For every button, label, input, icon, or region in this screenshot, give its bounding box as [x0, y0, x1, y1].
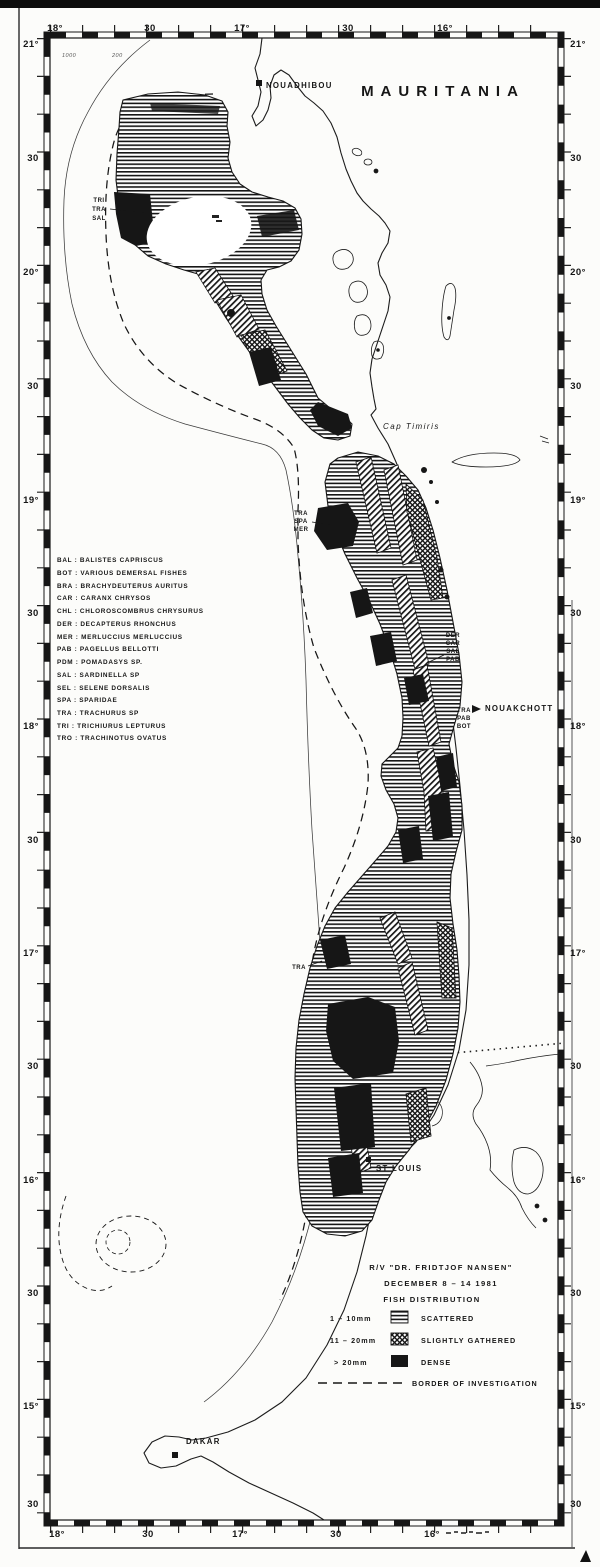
annotation-line: PAB — [457, 716, 471, 722]
axis-label: 30 — [27, 1499, 39, 1510]
species-entry: SAL : SARDINELLA SP — [57, 672, 140, 679]
axis-label: 30 — [144, 23, 156, 34]
species-entry: SPA : SPARIDAE — [57, 697, 118, 704]
axis-label: 18° — [23, 721, 39, 732]
annotation-line: TRI — [93, 198, 105, 204]
legend-swatch-dense — [391, 1355, 408, 1367]
dashed-feature-arc — [59, 1196, 112, 1291]
species-entry: CHL : CHLOROSCOMBRUS CHRYSURUS — [57, 608, 204, 615]
legend-size-3: > 20mm — [334, 1358, 368, 1367]
legend-size-2: 11 – 20mm — [330, 1336, 377, 1345]
axis-label: 18° — [47, 23, 63, 34]
city-marker-nouadhibou — [256, 80, 262, 86]
species-entry: TRI : TRICHIURUS LEPTURUS — [57, 723, 167, 730]
axis-label: 19° — [570, 495, 586, 506]
species-entry: BOT : VARIOUS DEMERSAL FISHES — [57, 570, 188, 577]
inland-lake — [452, 436, 549, 467]
axis-label: 30 — [570, 1061, 582, 1072]
axis-label: 16° — [437, 23, 453, 34]
axis-label: 17° — [23, 948, 39, 959]
species-entry: CAR : CARANX CHRYSOS — [57, 595, 152, 602]
legend-label-scattered: SCATTERED — [421, 1314, 475, 1323]
annotation-line: PAB — [446, 657, 460, 663]
survey-legend — [318, 1263, 538, 1388]
annotation-line: TRA — [292, 965, 306, 971]
species-entry: MER : MERLUCCIUS MERLUCCIUS — [57, 634, 183, 641]
axis-label: 30 — [570, 608, 582, 619]
dense-patch — [227, 309, 235, 317]
axis-label: 18° — [49, 1529, 65, 1540]
annotation-line: SAL — [446, 649, 460, 655]
axis-label: 30 — [330, 1529, 342, 1540]
axis-label: 30 — [570, 835, 582, 846]
species-entry: BAL : BALISTES CAPRISCUS — [57, 557, 164, 564]
legend-label-border: BORDER OF INVESTIGATION — [412, 1379, 538, 1388]
species-entry: BRA : BRACHYDEUTERUS AURITUS — [57, 583, 189, 590]
axis-label: 30 — [142, 1529, 154, 1540]
annotation-line: TRA — [92, 207, 106, 213]
axis-label: 21° — [570, 39, 586, 50]
axis-label: 30 — [27, 381, 39, 392]
annotation-line: BOT — [456, 724, 472, 730]
annotation-line: SPA — [294, 519, 308, 525]
annotation-line: TRA — [294, 511, 308, 517]
species-entry: PAB : PAGELLUS BELLOTTI — [57, 646, 160, 653]
axis-label: 17° — [232, 1529, 248, 1540]
depth-label: 200 — [112, 53, 123, 59]
legend-swatch-scattered — [391, 1311, 408, 1323]
species-entry: SEL : SELENE DORSALIS — [57, 685, 151, 692]
distribution-area-north — [114, 92, 352, 440]
cape-label: Cap Timiris — [383, 422, 440, 431]
annotation-line: TRA — [457, 708, 471, 714]
legend-size-1: 1 – 10mm — [330, 1314, 372, 1323]
axis-label: 17° — [570, 948, 586, 959]
axis-label: 30 — [570, 1288, 582, 1299]
annotation-line: DER — [445, 633, 461, 639]
axis-label: 20° — [23, 267, 39, 278]
distribution-area-south — [295, 452, 462, 1236]
species-entry: TRO : TRACHINOTUS OVATUS — [57, 735, 167, 742]
annotation-tra-pab-bot — [457, 708, 471, 730]
depth-label: 1000 — [62, 53, 77, 59]
axis-label: 16° — [424, 1529, 440, 1540]
axis-label: 30 — [27, 835, 39, 846]
axis-label: 30 — [342, 23, 354, 34]
axis-label: 30 — [570, 153, 582, 164]
axis-label: 30 — [27, 1061, 39, 1072]
annotation-line: CAR — [445, 641, 461, 647]
country-label: MAURITANIA — [361, 83, 525, 100]
axis-label: 30 — [27, 1288, 39, 1299]
city-marker-nouakchott — [472, 705, 481, 713]
legend-dates: DECEMBER 8 – 14 1981 — [384, 1279, 498, 1288]
legend-label-slightly-gathered: SLIGHTLY GATHERED — [421, 1336, 517, 1345]
annotation-line: MER — [293, 527, 309, 533]
species-entry: TRA : TRACHURUS SP — [57, 710, 139, 717]
annotation-line: SAL — [92, 216, 106, 222]
legend-vessel: R/V "DR. FRIDTJOF NANSEN" — [369, 1263, 513, 1272]
fine-print-marks — [446, 1531, 489, 1534]
city-marker-stlouis — [366, 1157, 371, 1162]
scan-top-bar — [0, 0, 600, 8]
map-frame — [41, 29, 568, 1530]
dashed-feature-circle — [106, 1230, 130, 1254]
city-label-nouadhibou: NOUADHIBOU — [266, 81, 333, 90]
legend-label-dense: DENSE — [421, 1358, 452, 1367]
axis-labels-left — [23, 39, 39, 1510]
axis-label: 30 — [27, 608, 39, 619]
axis-label: 16° — [570, 1175, 586, 1186]
axis-label: 16° — [23, 1175, 39, 1186]
axis-label: 18° — [570, 721, 586, 732]
species-entry: DER : DECAPTERUS RHONCHUS — [57, 621, 177, 628]
species-legend — [57, 557, 204, 742]
corner-mark — [580, 1550, 591, 1562]
axis-label: 20° — [570, 267, 586, 278]
banc-arguin-islands — [333, 147, 456, 359]
species-entry: PDM : POMADASYS SP. — [57, 659, 143, 666]
axis-label: 30 — [570, 1499, 582, 1510]
city-label-nouakchott: NOUAKCHOTT — [485, 704, 554, 713]
legend-subject: FISH DISTRIBUTION — [383, 1295, 481, 1304]
axis-label: 30 — [570, 381, 582, 392]
city-label-dakar: DAKAR — [186, 1437, 221, 1446]
axis-label: 15° — [570, 1401, 586, 1412]
axis-label: 19° — [23, 495, 39, 506]
legend-swatch-slightly-gathered — [391, 1333, 408, 1345]
axis-label: 15° — [23, 1401, 39, 1412]
city-marker-dakar — [172, 1452, 178, 1458]
scattered-area — [116, 92, 352, 440]
axis-label: 21° — [23, 39, 39, 50]
city-label-stlouis: ST LOUIS — [376, 1164, 423, 1173]
axis-label: 17° — [234, 23, 250, 34]
axis-label: 30 — [27, 153, 39, 164]
